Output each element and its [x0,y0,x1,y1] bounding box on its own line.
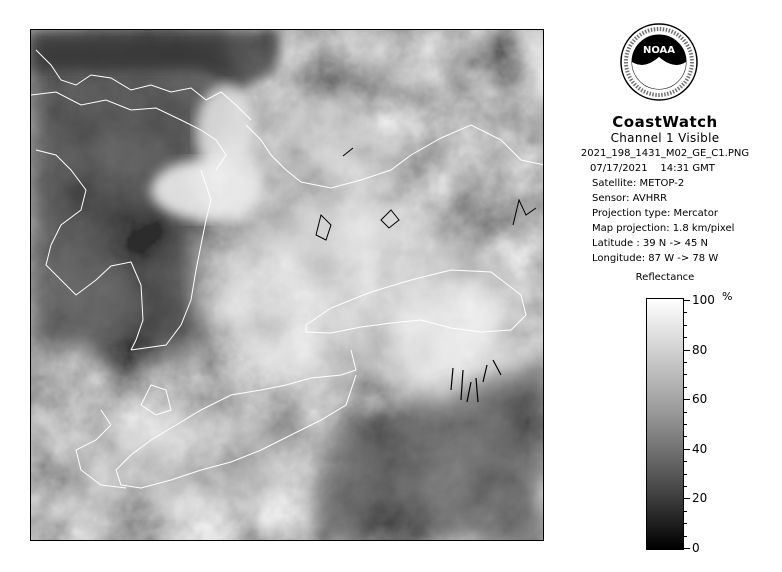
colorbar-tick-label: 0 [692,541,700,555]
sensor-info: Sensor: AVHRR [592,193,668,204]
satellite-image-svg [31,30,544,541]
map-projection: Map projection: 1.8 km/pixel [592,223,735,234]
colorbar-tick-label: 100 [692,293,715,307]
satellite-info: Satellite: METOP-2 [592,178,685,189]
satellite-image [30,29,544,541]
datetime [590,163,750,174]
latitude-range: Latitude : 39 N -> 45 N [592,238,708,249]
colorbar-tick-label: 60 [692,392,708,407]
bright-cloud [221,100,401,260]
colorbar-title: Reflectance [635,272,695,283]
colorbar-tick-label: 80 [692,342,708,357]
noaa-emblem [619,22,699,102]
colorbar-unit: % [722,290,733,303]
projection-type: Projection type: Mercator [592,208,718,219]
colorbar-minor-tick [684,424,687,425]
channel-label: Channel 1 Visible [610,131,720,145]
colorbar-minor-tick [684,325,687,326]
colorbar-minor-tick [684,362,687,363]
filename: 2021_198_1431_M02_GE_C1.PNG [580,148,750,159]
colorbar-minor-tick [684,312,687,313]
colorbar-minor-tick [684,511,687,512]
colorbar-tick [684,399,690,400]
time-value: 14:31 GMT [660,163,715,174]
colorbar-tick-label: 20 [692,491,708,506]
colorbar-minor-tick [684,486,687,487]
reflectance-colorbar [646,298,684,550]
colorbar-minor-tick [684,474,687,475]
colorbar-minor-tick [684,337,687,338]
noaa-logo-text: NOAA [642,45,676,56]
colorbar-minor-tick [684,536,687,537]
colorbar-minor-tick [684,387,687,388]
colorbar-minor-tick [684,436,687,437]
colorbar-minor-tick [684,374,687,375]
colorbar-tick [684,350,690,351]
colorbar-tick [684,449,690,450]
colorbar-minor-tick [684,412,687,413]
colorbar-tick [684,498,690,499]
date-value: 07/17/2021 [590,163,648,174]
bright-cloud [61,410,301,510]
colorbar-tick [684,300,690,301]
colorbar-minor-tick [684,461,687,462]
app-title: CoastWatch [612,113,718,131]
colorbar-tick [684,548,690,549]
colorbar-tick-label: 40 [692,441,708,456]
noaa-logo [619,22,699,106]
colorbar-minor-tick [684,523,687,524]
longitude-range: Longitude: 87 W -> 78 W [592,253,719,264]
